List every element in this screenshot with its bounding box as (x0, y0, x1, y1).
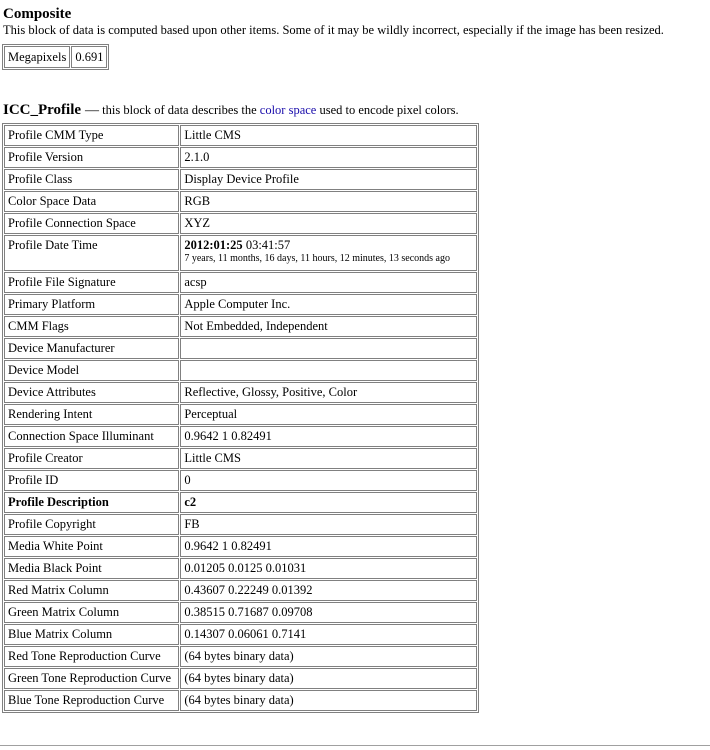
table-row (4, 125, 477, 146)
row-key: Rendering Intent (4, 404, 179, 425)
composite-title: Composite (3, 6, 72, 22)
row-key: Profile Description (4, 492, 179, 513)
table-row (4, 213, 477, 234)
table-row (4, 338, 477, 359)
table-row (4, 235, 477, 271)
row-key: Device Manufacturer (4, 338, 179, 359)
title-dash: — (85, 103, 100, 118)
row-key: Profile Class (4, 169, 179, 190)
table-row (4, 404, 477, 425)
table-row (4, 580, 477, 601)
row-key: Profile CMM Type (4, 125, 179, 146)
row-key: Green Tone Reproduction Curve (4, 668, 179, 689)
row-value: c2 (180, 492, 477, 513)
table-row (4, 558, 477, 579)
table-row (4, 46, 107, 68)
table-row (4, 514, 477, 535)
row-value: 0.43607 0.22249 0.01392 (180, 580, 477, 601)
row-value: FB (180, 514, 477, 535)
date-bold: 2012:01:25 (184, 238, 243, 252)
row-value: 0.9642 1 0.82491 (180, 426, 477, 447)
row-key: Device Model (4, 360, 179, 381)
row-key: Color Space Data (4, 191, 179, 212)
row-value: 0.9642 1 0.82491 (180, 536, 477, 557)
row-key: Profile Creator (4, 448, 179, 469)
table-row (4, 536, 477, 557)
row-key: Megapixels (4, 46, 70, 68)
row-value: (64 bytes binary data) (180, 646, 477, 667)
table-row (4, 360, 477, 381)
row-value: Not Embedded, Independent (180, 316, 477, 337)
table-row (4, 448, 477, 469)
row-key: Red Matrix Column (4, 580, 179, 601)
row-key: Primary Platform (4, 294, 179, 315)
date-ago: 7 years, 11 months, 16 days, 11 hours, 12 minutes, 13 seconds ago (184, 253, 450, 264)
row-value: Reflective, Glossy, Positive, Color (180, 382, 477, 403)
table-row (4, 294, 477, 315)
table-row (4, 668, 477, 689)
row-key: Profile Date Time (4, 235, 179, 271)
row-value: XYZ (180, 213, 477, 234)
row-key: Connection Space Illuminant (4, 426, 179, 447)
table-row (4, 690, 477, 711)
color-space-link[interactable]: color space (259, 103, 317, 117)
row-value: Perceptual (180, 404, 477, 425)
table-row (4, 272, 477, 293)
row-value (180, 235, 477, 271)
icc-description (85, 103, 459, 117)
divider (0, 745, 710, 746)
row-key: CMM Flags (4, 316, 179, 337)
table-row (4, 147, 477, 168)
composite-description: This block of data is computed based upon other items. Some of it may be wildly incorrect, especially if the image has been resized. (3, 23, 664, 37)
row-key: Profile Version (4, 147, 179, 168)
table-row (4, 191, 477, 212)
row-value: 0 (180, 470, 477, 491)
row-value: (64 bytes binary data) (180, 690, 477, 711)
row-key: Blue Tone Reproduction Curve (4, 690, 179, 711)
row-key: Green Matrix Column (4, 602, 179, 623)
table-row (4, 316, 477, 337)
row-key: Media Black Point (4, 558, 179, 579)
composite-table (2, 44, 109, 70)
row-value: 0.14307 0.06061 0.7141 (180, 624, 477, 645)
icc-desc-after: used to encode pixel colors. (319, 103, 459, 117)
table-row (4, 624, 477, 645)
table-row (4, 646, 477, 667)
row-value: Display Device Profile (180, 169, 477, 190)
row-key: Red Tone Reproduction Curve (4, 646, 179, 667)
icc-heading (3, 101, 459, 119)
row-value (180, 360, 477, 381)
row-value: 2.1.0 (180, 147, 477, 168)
row-value: 0.01205 0.0125 0.01031 (180, 558, 477, 579)
row-value: 0.38515 0.71687 0.09708 (180, 602, 477, 623)
row-key: Profile ID (4, 470, 179, 491)
table-row (4, 426, 477, 447)
row-key: Profile File Signature (4, 272, 179, 293)
row-value: Apple Computer Inc. (180, 294, 477, 315)
row-key: Device Attributes (4, 382, 179, 403)
row-value: acsp (180, 272, 477, 293)
row-key: Media White Point (4, 536, 179, 557)
table-row (4, 382, 477, 403)
icc-title: ICC_Profile (3, 102, 82, 118)
time-value: 03:41:57 (245, 238, 291, 252)
table-row (4, 470, 477, 491)
row-key: Blue Matrix Column (4, 624, 179, 645)
row-key: Profile Connection Space (4, 213, 179, 234)
table-row (4, 169, 477, 190)
icc-desc-before: this block of data describes the (102, 103, 257, 117)
row-key: Profile Copyright (4, 514, 179, 535)
row-value: (64 bytes binary data) (180, 668, 477, 689)
row-value: RGB (180, 191, 477, 212)
row-value: Little CMS (180, 125, 477, 146)
row-value (180, 338, 477, 359)
table-row (4, 492, 477, 513)
icc-profile-table (2, 123, 479, 713)
table-row (4, 602, 477, 623)
row-value: 0.691 (71, 46, 107, 68)
row-value: Little CMS (180, 448, 477, 469)
